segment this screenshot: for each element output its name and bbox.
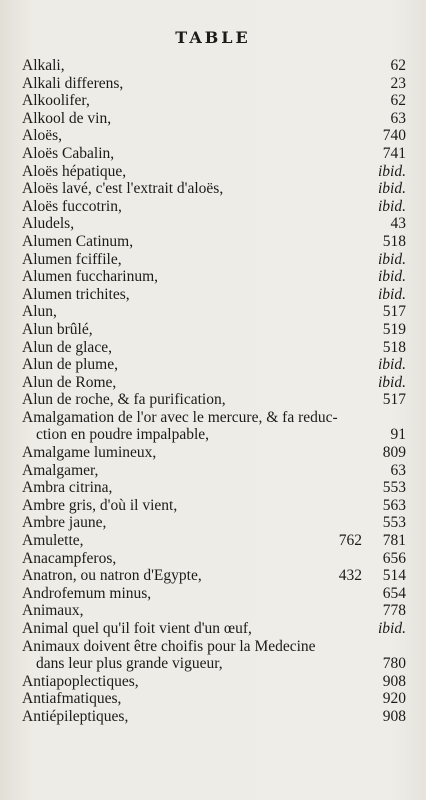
entry-page: 654: [382, 584, 406, 602]
index-entry: [22, 567, 406, 585]
entry-page: ibid.: [378, 162, 406, 180]
index-entry: [22, 110, 406, 128]
index-entry: [22, 163, 406, 181]
entry-page: ibid.: [378, 285, 406, 303]
entry-page: 518: [382, 338, 406, 356]
entry-term: Alun de plume,: [22, 356, 118, 374]
index-entry: [22, 286, 406, 304]
entry-page: 908: [382, 672, 406, 690]
entry-page: ibid.: [378, 373, 406, 391]
entry-term: Anacampferos,: [22, 549, 117, 567]
entry-term: Alun,: [22, 303, 57, 321]
entry-term: Ambre jaune,: [22, 514, 107, 532]
index-entry: [22, 374, 406, 392]
index-entry: [22, 638, 406, 656]
entry-page: 780: [382, 655, 406, 673]
entry-term: Alumen fciffile,: [22, 250, 122, 268]
index-entry: [22, 444, 406, 462]
entry-page: 63: [390, 109, 406, 127]
entry-term: Aloës,: [22, 127, 63, 145]
entry-term: Alun de glace,: [22, 338, 112, 356]
entry-term: Alun de Rome,: [22, 373, 117, 391]
entry-page: 740: [382, 127, 406, 145]
entry-page: 563: [382, 496, 406, 514]
index-entry: [22, 655, 406, 673]
entry-page: 63: [390, 461, 406, 479]
index-entry: [22, 57, 406, 75]
index-entry: [22, 690, 406, 708]
entry-term: Aloës hépatique,: [22, 162, 127, 180]
index-entry: [22, 550, 406, 568]
entry-term: Alun de roche, & fa purification,: [22, 391, 226, 409]
entry-page: 43: [390, 215, 406, 233]
entry-term: Alkali,: [22, 57, 65, 74]
index-entry: [22, 356, 406, 374]
entry-term: Ambre gris, d'où il vient,: [22, 496, 178, 514]
entry-term: Amulette,: [22, 532, 84, 550]
index-entry: [22, 127, 406, 145]
index-entry: [22, 497, 406, 515]
entry-term: Alkali differens,: [22, 74, 124, 92]
entry-term: Ambra citrina,: [22, 479, 113, 497]
entry-term: Amalgamer,: [22, 461, 99, 479]
index-entry: [22, 75, 406, 93]
index-entry: [22, 409, 406, 427]
index-entry: [22, 426, 406, 444]
index-entry: [22, 708, 406, 726]
entry-page: ibid.: [378, 268, 406, 286]
entry-page: 518: [382, 232, 406, 250]
index-entry: [22, 479, 406, 497]
entry-term: Alkoolifer,: [22, 92, 90, 110]
entry-term: Aloës lavé, c'est l'extrait d'aloës,: [22, 180, 224, 198]
entry-term: Amalgame lumineux,: [22, 444, 157, 462]
entry-page: 517: [382, 303, 406, 321]
entry-term: Alumen trichites,: [22, 285, 130, 303]
index-entry: [22, 251, 406, 269]
entry-page: 519: [382, 320, 406, 338]
entry-term: Aloës fuccotrin,: [22, 197, 122, 215]
entry-page: ibid.: [378, 356, 406, 374]
entry-term: Animal quel qu'il foit vient d'un œuf,: [22, 620, 252, 637]
entry-page: 62: [390, 57, 406, 74]
index-entry: [22, 268, 406, 286]
entry-term: Androfemum minus,: [22, 584, 152, 602]
entry-page: ibid.: [378, 197, 406, 215]
index-entry: [22, 620, 406, 638]
entry-page: 656: [382, 549, 406, 567]
entry-term: Antiapoplectiques,: [22, 672, 139, 690]
entry-page: 23: [390, 74, 406, 92]
entry-term: Amalgamation de l'or avec le mercure, & fa reduc-: [22, 408, 338, 426]
index-entry: [22, 532, 406, 550]
entry-page: 553: [382, 479, 406, 497]
entry-term: ction en poudre impalpable,: [36, 426, 210, 444]
index-entry: [22, 321, 406, 339]
entry-page: 778: [382, 602, 406, 620]
entry-page: 517: [382, 391, 406, 409]
entry-term: Anatron, ou natron d'Egypte,: [22, 567, 202, 585]
index-entry: [22, 602, 406, 620]
entry-page: 91: [390, 426, 406, 444]
entry-term: Alumen fuccharinum,: [22, 268, 159, 286]
index-entry: [22, 339, 406, 357]
entry-page: 920: [382, 690, 406, 708]
entry-page-secondary: 432: [338, 567, 362, 585]
entry-term: Antiafmatiques,: [22, 690, 122, 708]
entry-page-secondary: 762: [338, 532, 362, 550]
index-entry: [22, 145, 406, 163]
index-entry: [22, 215, 406, 233]
entry-page: ibid.: [378, 620, 406, 637]
entry-page: 553: [382, 514, 406, 532]
entry-term: Animaux doivent être choifis pour la Medecine: [22, 637, 316, 655]
index-entry: [22, 180, 406, 198]
index-entry: [22, 92, 406, 110]
entry-page: 62: [390, 92, 406, 110]
entry-term: Alumen Catinum,: [22, 232, 134, 250]
entry-term: Antiépileptiques,: [22, 707, 129, 725]
entry-term: Alkool de vin,: [22, 109, 112, 127]
index-entry: [22, 673, 406, 691]
index-list: [22, 57, 406, 726]
index-entry: [22, 585, 406, 603]
entry-term: Alun brûlé,: [22, 320, 93, 338]
entry-term: Aludels,: [22, 215, 75, 233]
entry-page: ibid.: [378, 180, 406, 198]
index-entry: [22, 233, 406, 251]
index-entry: [22, 391, 406, 409]
entry-page: 781: [382, 532, 406, 550]
entry-page: 741: [382, 144, 406, 162]
index-entry: [22, 303, 406, 321]
entry-term: Aloës Cabalin,: [22, 144, 115, 162]
entry-page: ibid.: [378, 250, 406, 268]
index-entry: [22, 514, 406, 532]
entry-term: dans leur plus grande vigueur,: [36, 655, 223, 673]
index-entry: [22, 462, 406, 480]
entry-page: 514: [382, 567, 406, 585]
entry-page: 908: [382, 707, 406, 725]
entry-term: Animaux,: [22, 602, 84, 620]
entry-page: 809: [382, 444, 406, 462]
page-title: TABLE: [175, 28, 251, 47]
index-entry: [22, 198, 406, 216]
